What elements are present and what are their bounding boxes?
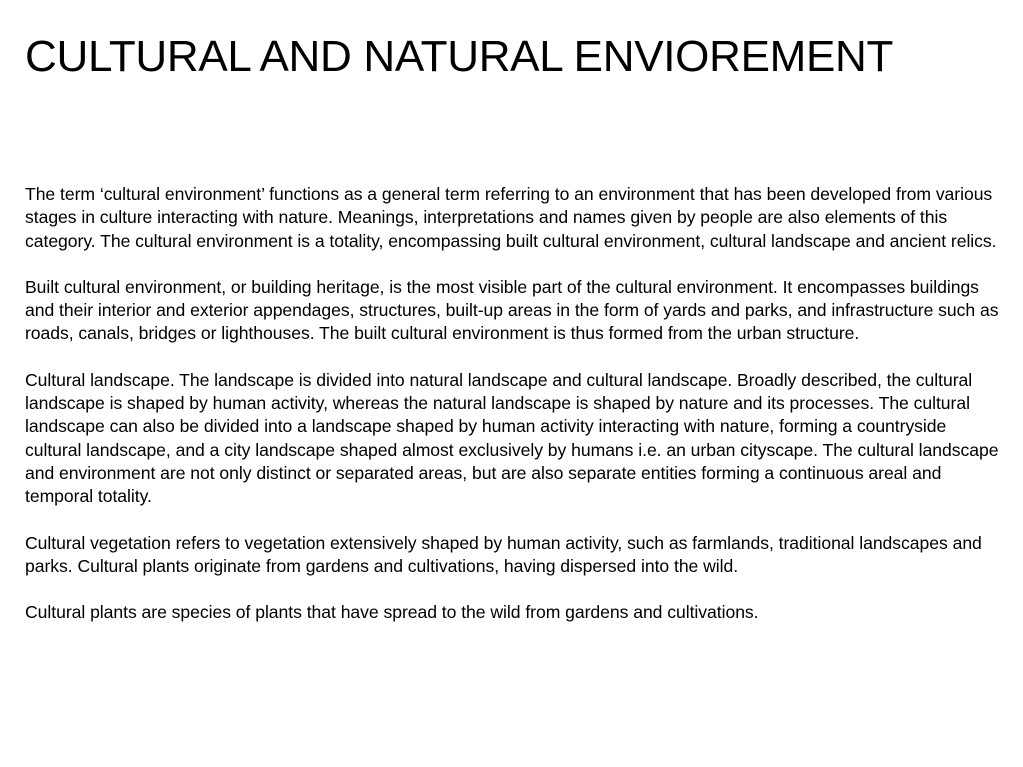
paragraph-cultural-plants: Cultural plants are species of plants that have spread to the wild from gardens and cultivations. — [25, 602, 759, 623]
slide-body — [25, 183, 1005, 647]
slide-title: CULTURAL AND NATURAL ENVIOREMENT — [25, 32, 894, 81]
paragraph-cultural-environment: The term ‘cultural environment’ functions as a general term referring to an environment that has been developed from various stages in culture interacting with nature. Meanings, interpretations and names given by people are also elements of this category. The cultural environment is a totality, encompassing built cultural environment, cultural landscape and ancient relics. — [25, 184, 997, 251]
paragraph-cultural-vegetation: Cultural vegetation refers to vegetation extensively shaped by human activity, such as farmlands, traditional landscapes and parks. Cultural plants originate from gardens and cultivations, having dispersed into the wild. — [25, 532, 982, 576]
paragraph-cultural-landscape: Cultural landscape. The landscape is divided into natural landscape and cultural landscape. Broadly described, the cultural landscape is shaped by human activity, whereas the natural landscape is shaped by nature and its processes. The cultural landscape can also be divided into a landscape shaped by human activity interacting with nature, forming a countryside cultural landscape, and a city landscape shaped almost exclusively by humans i.e. an urban cityscape. The cultural landscape and environment are not only distinct or separated areas, but are also separate entities forming a continuous areal and temporal totality. — [25, 369, 999, 507]
paragraph-built-cultural-environment: Built cultural environment, or building heritage, is the most visible part of the cultural environment. It encompasses buildings and their interior and exterior appendages, structures, built-up areas in the form of yards and parks, and infrastructure such as roads, canals, bridges or lighthouses. The built cultural environment is thus formed from the urban structure. — [25, 276, 999, 344]
